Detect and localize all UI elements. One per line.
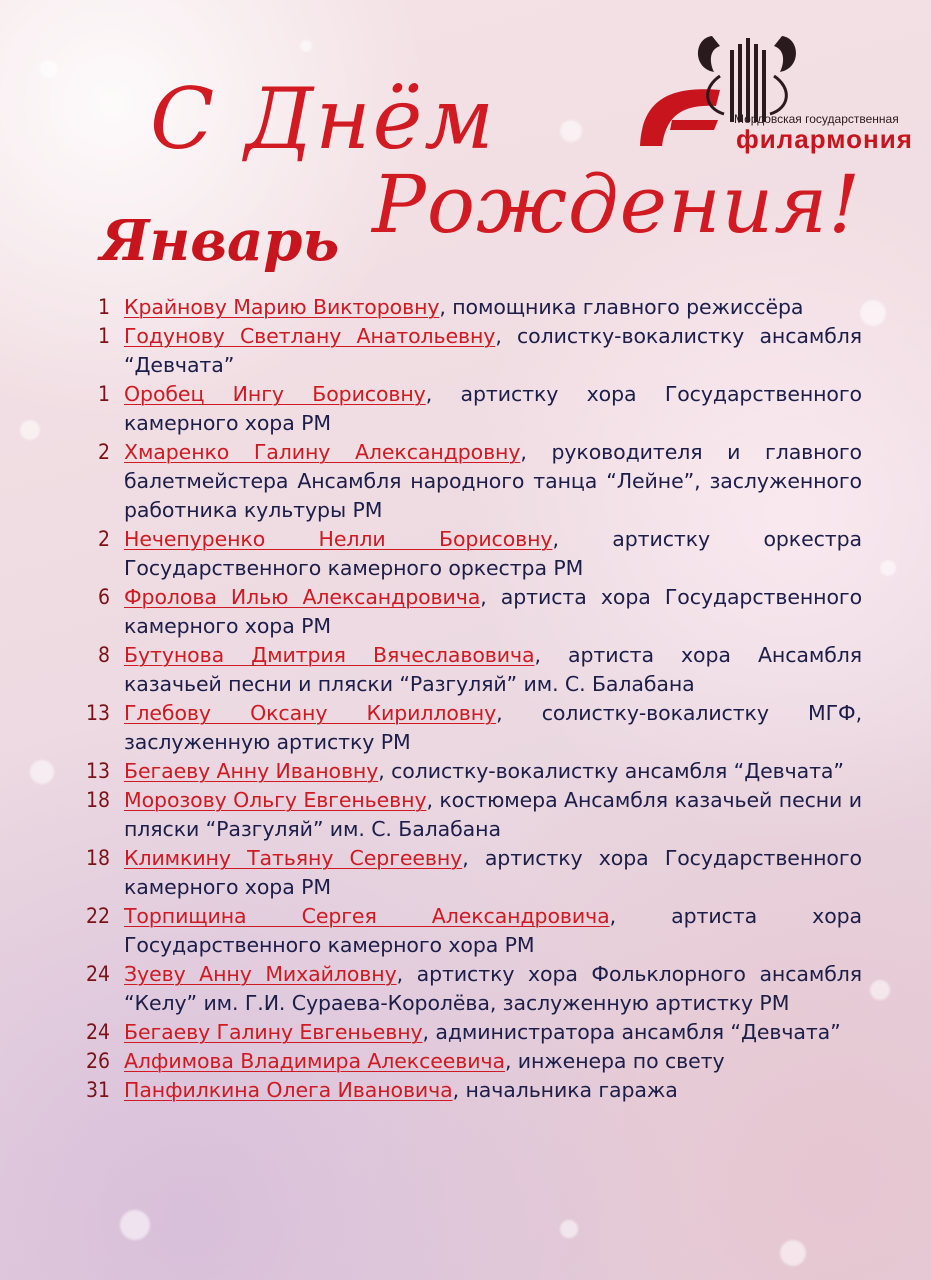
entry-text bbox=[124, 583, 862, 641]
greeting-title-line2: Рождения! bbox=[372, 158, 862, 251]
bokeh-light bbox=[780, 1240, 806, 1266]
entry-text bbox=[124, 757, 862, 786]
list-item bbox=[70, 699, 862, 757]
list-item bbox=[70, 438, 862, 525]
list-item bbox=[70, 960, 862, 1018]
entry-name: Торпищина Сергея Александровича bbox=[124, 904, 610, 928]
entry-name: Зуеву Анну Михайловну bbox=[124, 962, 397, 986]
entry-name: Годунову Светлану Анатольевну bbox=[124, 324, 496, 348]
entry-description: , артистку оркестра Государственного камерного оркестра РМ bbox=[124, 527, 862, 580]
entry-name: Оробец Ингу Борисовну bbox=[124, 382, 426, 406]
entry-name: Бегаеву Галину Евгеньевну bbox=[124, 1020, 423, 1044]
entry-day: 24 bbox=[85, 1020, 110, 1044]
month-heading: Январь bbox=[100, 208, 340, 274]
list-item bbox=[70, 1076, 862, 1105]
entry-description: , помощника главного режиссёра bbox=[439, 295, 804, 319]
entry-day: 31 bbox=[85, 1078, 110, 1102]
entry-description: , начальника гаража bbox=[452, 1078, 678, 1102]
bokeh-light bbox=[860, 300, 886, 326]
bokeh-light bbox=[40, 60, 58, 78]
entry-name: Алфимова Владимира Алексеевича bbox=[124, 1049, 505, 1073]
entry-text bbox=[124, 1018, 862, 1047]
entry-name: Глебову Оксану Кирилловну bbox=[124, 701, 497, 725]
entry-name: Панфилкина Олега Ивановича bbox=[124, 1078, 453, 1102]
entry-name: Бегаеву Анну Ивановну bbox=[124, 759, 379, 783]
entry-description: , артиста хора Государственного камерного хора РМ bbox=[124, 585, 863, 638]
logo-name: филармония bbox=[736, 124, 913, 154]
entry-day: 8 bbox=[97, 643, 110, 667]
bokeh-light bbox=[120, 1210, 150, 1240]
birthday-list bbox=[70, 293, 862, 1105]
entry-description: , артистку хора Фольклорного ансамбля “Келу” им. Г.И. Сураева-Королёва, заслуженную артистку РМ bbox=[124, 962, 862, 1015]
list-item bbox=[70, 293, 862, 322]
list-item bbox=[70, 322, 862, 380]
entry-text bbox=[124, 960, 862, 1018]
entry-day: 6 bbox=[97, 585, 110, 609]
list-item bbox=[70, 1047, 862, 1076]
entry-description: , артистку хора Государственного камерного хора РМ bbox=[124, 382, 862, 435]
logo-subtitle: Мордовская государственная bbox=[734, 112, 899, 126]
bokeh-light bbox=[880, 560, 896, 576]
list-item bbox=[70, 1018, 862, 1047]
bokeh-light bbox=[300, 40, 312, 52]
entry-day: 1 bbox=[97, 324, 110, 348]
entry-day: 22 bbox=[85, 904, 110, 928]
bokeh-light bbox=[560, 1220, 578, 1238]
list-item bbox=[70, 641, 862, 699]
entry-text bbox=[124, 902, 862, 960]
entry-name: Бутунова Дмитрия Вячеславовича bbox=[124, 643, 535, 667]
entry-name: Крайнову Марию Викторовну bbox=[124, 295, 440, 319]
bokeh-light bbox=[30, 760, 54, 784]
entry-day: 18 bbox=[85, 846, 110, 870]
entry-day: 18 bbox=[85, 788, 110, 812]
list-item bbox=[70, 525, 862, 583]
entry-text bbox=[124, 844, 862, 902]
entry-description: , руководителя и главного балетмейстера Ансамбля народного танца “Лейне”, заслуженного работника культуры РМ bbox=[124, 440, 862, 522]
entry-text bbox=[124, 525, 862, 583]
entry-name: Климкину Татьяну Сергеевну bbox=[124, 846, 463, 870]
entry-description: , костюмера Ансамбля казачьей песни и пляски “Разгуляй” им. С. Балабана bbox=[124, 788, 862, 841]
greeting-title: С Днём bbox=[150, 70, 496, 168]
philharmonic-logo bbox=[632, 28, 912, 158]
entry-description: , артиста хора Государственного камерного хора РМ bbox=[124, 904, 863, 957]
entry-description: , артиста хора Ансамбля казачьей песни и пляски “Разгуляй” им. С. Балабана bbox=[124, 643, 862, 696]
list-item bbox=[70, 902, 862, 960]
entry-text bbox=[124, 641, 862, 699]
entry-text bbox=[124, 699, 862, 757]
entry-day: 13 bbox=[85, 759, 110, 783]
entry-day: 26 bbox=[85, 1049, 110, 1073]
entry-name: Нечепуренко Нелли Борисовну bbox=[124, 527, 553, 551]
list-item bbox=[70, 757, 862, 786]
entry-day: 2 bbox=[97, 527, 110, 551]
entry-text bbox=[124, 438, 862, 525]
list-item bbox=[70, 844, 862, 902]
bokeh-light bbox=[20, 420, 40, 440]
list-item bbox=[70, 786, 862, 844]
entry-description: , солистку-вокалистку МГФ, заслуженную артистку РМ bbox=[124, 701, 862, 754]
entry-day: 2 bbox=[97, 440, 110, 464]
entry-text bbox=[124, 786, 862, 844]
entry-text bbox=[124, 380, 862, 438]
bokeh-light bbox=[870, 980, 890, 1000]
entry-day: 1 bbox=[97, 382, 110, 406]
entry-description: , солистку-вокалистку ансамбля “Девчата” bbox=[124, 324, 862, 377]
list-item bbox=[70, 380, 862, 438]
entry-name: Фролова Илью Александровича bbox=[124, 585, 481, 609]
entry-description: , инженера по свету bbox=[504, 1049, 725, 1073]
entry-description: , солистку-вокалистку ансамбля “Девчата” bbox=[378, 759, 844, 783]
bokeh-light bbox=[560, 120, 582, 142]
entry-day: 1 bbox=[97, 295, 110, 319]
entry-name: Хмаренко Галину Александровну bbox=[124, 440, 521, 464]
entry-text bbox=[124, 1076, 862, 1105]
entry-text bbox=[124, 1047, 862, 1076]
list-item bbox=[70, 583, 862, 641]
entry-text bbox=[124, 293, 862, 322]
entry-day: 13 bbox=[85, 701, 110, 725]
entry-text bbox=[124, 322, 862, 380]
entry-day: 24 bbox=[85, 962, 110, 986]
entry-name: Морозову Ольгу Евгеньевну bbox=[124, 788, 427, 812]
entry-description: , администратора ансамбля “Девчата” bbox=[422, 1020, 841, 1044]
entry-description: , артистку хора Государственного камерного хора РМ bbox=[124, 846, 862, 899]
